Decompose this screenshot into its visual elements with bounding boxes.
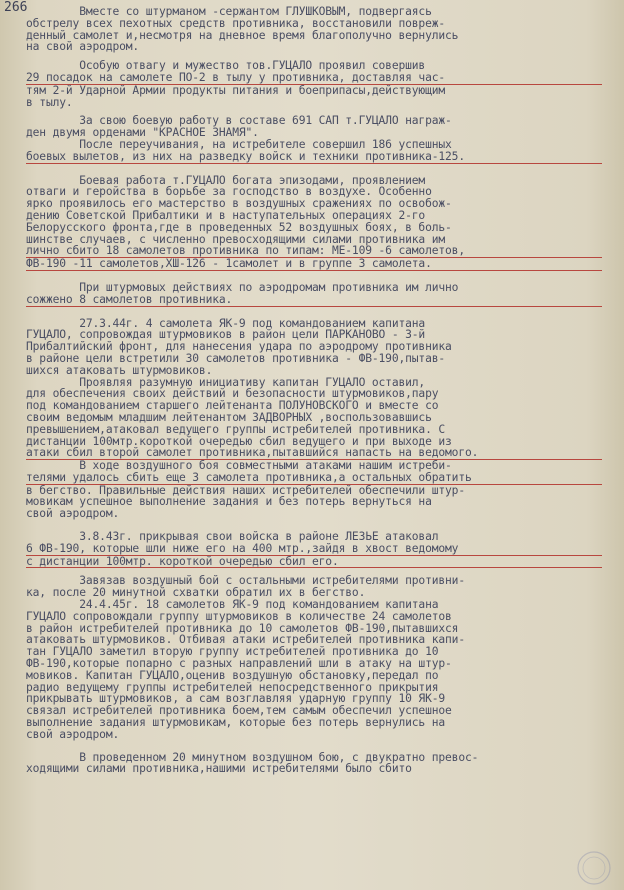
text-line: с дистанции 100мтр. короткой очередью сбил его. xyxy=(26,556,602,569)
text-line: Вместе со штурманом -сержантом ГЛУШКОВЫМ, подвергаясь xyxy=(26,5,432,18)
paragraph-crew-repair xyxy=(26,6,602,53)
text-line: в районе цели встретили 30 самолетов противника - ФВ-190,пытав- xyxy=(26,351,446,365)
text-line: После переучивания, на истребителе совершил 186 успешных xyxy=(26,137,452,151)
text-line: мовиков. Капитан ГУЦАЛО,оценив воздушную обстановку,передал по xyxy=(26,668,439,682)
text-line: ФВ-190 -11 самолетов,ХШ-126 - 1самолет и в группе 3 самолета. xyxy=(26,258,602,271)
text-line: телями удалось сбить еще 3 самолета противника,а остальных обратить xyxy=(26,472,602,485)
text-line: свой аэродром. xyxy=(26,507,120,521)
paragraph-ground-attacks xyxy=(26,282,602,307)
text-line: За свою боевую работу в составе 691 САП т.ГУЦАЛО награж- xyxy=(26,114,452,128)
text-line: денный самолет и,несмотря на дневное время благополучно вернулись xyxy=(26,28,459,42)
text-line: связал истребителей противника боем,тем самым обеспечил успешное xyxy=(26,704,452,718)
text-line: 24.4.45г. 18 самолетов ЯК-9 под командованием капитана xyxy=(26,598,439,612)
text-line: При штурмовых действиях по аэродромам противника им лично xyxy=(26,280,459,294)
text-line: отваги и геройства в борьбе за господство в воздухе. Особенно xyxy=(26,185,432,199)
text-line: сожжено 8 самолетов противника. xyxy=(26,294,602,307)
text-line: ден двумя орденами "КРАСНОЕ ЗНАМЯ". xyxy=(26,126,259,140)
text-line: в район истребителей противника до 10 самолетов ФВ-190,пытавшихся xyxy=(26,621,459,635)
paragraph-final-battle xyxy=(26,752,602,776)
text-line: свой аэродром. xyxy=(26,727,120,741)
text-line: дистанции 100мтр.короткой очередью сбил ведущего и при выходе из xyxy=(26,434,452,448)
paragraph-episode-24-4-45 xyxy=(26,575,602,740)
text-line: в бегство. Правильные действия наших истребителей обеспечили штур- xyxy=(26,483,465,497)
text-line: Завязав воздушный бой с остальными истребителями противни- xyxy=(26,574,465,588)
text-line: тям 2-й Ударной Армии продукты питания и боеприпасы,действующим xyxy=(26,83,446,97)
text-line: атаки сбил второй самолет противника,пытавшийся напасть на ведомого. xyxy=(26,447,602,460)
text-line: в тылу. xyxy=(26,95,73,109)
text-line: ГУЦАЛО, сопровождая штурмовиков в район цели ПАРКАНОВО - 3-й xyxy=(26,328,426,342)
text-line: ГУЦАЛО сопровождали группу штурмовиков в количестве 24 самолетов xyxy=(26,609,452,623)
text-line: ярко проявилось его мастерство в воздушных сражениях по освобож- xyxy=(26,197,452,211)
ink-stamp-icon xyxy=(574,848,614,888)
text-line: ходящими силами противника,нашими истребителями было сбито xyxy=(26,762,412,776)
text-line: 29 посадок на самолете ПО-2 в тылу у противника, доставляя час- xyxy=(26,72,602,85)
text-line: своим ведомым младшим лейтенантом ЗАДВОРНЫХ ,воспользовавшись xyxy=(26,410,432,424)
text-line: ка, после 20 минутной схватки обратил их в бегство. xyxy=(26,586,366,600)
paragraph-sorties xyxy=(26,139,602,164)
text-line: 27.3.44г. 4 самолета ЯК-9 под командованием капитана xyxy=(26,316,426,330)
text-line: радио ведущему группы истребителей непосредственного прикрытия xyxy=(26,680,439,694)
paragraph-combat-work xyxy=(26,175,602,271)
text-line: превышением,атаковал ведущего группы истребителей противника. С xyxy=(26,422,446,436)
paragraph-initiative xyxy=(26,377,602,461)
text-line: В проведенном 20 минутном воздушном бою, с двукратно превос- xyxy=(26,750,479,764)
text-line: боевых вылетов, из них на разведку войск и техники противника-125. xyxy=(26,151,602,164)
text-line: В ходе воздушного боя совместными атаками нашим истреби- xyxy=(26,459,452,473)
page-number: 266 xyxy=(4,0,28,15)
text-line: мовикам успешное выполнение задания и без потерь вернуться на xyxy=(26,495,432,509)
text-line: для обеспечения своих действий и безопасности штурмовиков,пару xyxy=(26,387,439,401)
text-line: дению Советской Прибалтики и в наступательных операциях 2-го xyxy=(26,208,426,222)
text-line: 6 ФВ-190, которые шли ниже его на 400 мтр.,зайдя в хвост ведомому xyxy=(26,543,602,556)
text-line: лично сбито 18 самолетов противника по типам: МЕ-109 -6 самолетов, xyxy=(26,245,602,258)
paragraph-episode-3-8-43 xyxy=(26,531,602,568)
text-line: под командованием старшего лейтенанта ПОЛУНОВСКОГО и вместе со xyxy=(26,399,439,413)
text-line: шихся атаковать штурмовиков. xyxy=(26,363,213,377)
text-line: Особую отвагу и мужество тов.ГУЦАЛО проявил совершив xyxy=(26,59,426,73)
text-line: тан ГУЦАЛО заметил вторую группу истребителей противника до 10 xyxy=(26,645,439,659)
text-line: атаковать штурмовиков. Отбивая атаки истребителей противника капи- xyxy=(26,633,465,647)
text-line: Прибалтийский фронт, для нанесения удара по аэродрому противника xyxy=(26,340,452,354)
text-line: на свой аэродром. xyxy=(26,40,140,54)
text-line: Белорусского фронта,где в проведенных 52 воздушных боях, в боль- xyxy=(26,220,452,234)
text-line: Боевая работа т.ГУЦАЛО богата эпизодами, проявлением xyxy=(26,173,426,187)
text-line: выполнение задания штурмовикам, которые без потерь вернулись на xyxy=(26,716,446,730)
text-line: 3.8.43г. прикрывая свои войска в районе ЛЕЗЬЕ атаковал xyxy=(26,530,439,544)
text-line: прикрывать штурмовиков, а сам возглавляя ударную группу 10 ЯК-9 xyxy=(26,692,446,706)
paragraph-landings-behind-lines xyxy=(26,60,602,108)
paragraph-episode-27-3-44 xyxy=(26,318,602,377)
text-line: шинстве случаев, с численно превосходящими силами противника им xyxy=(26,232,446,246)
paragraph-awards xyxy=(26,115,602,139)
text-line: обстрелу всех пехотных средств противника, восстановили повреж- xyxy=(26,16,446,30)
paragraph-air-battle xyxy=(26,460,602,520)
text-line: ФВ-190,которые попарно с разных направлений шли в атаку на штур- xyxy=(26,657,452,671)
text-line: Проявляя разумную инициативу капитан ГУЦАЛО оставил, xyxy=(26,375,426,389)
